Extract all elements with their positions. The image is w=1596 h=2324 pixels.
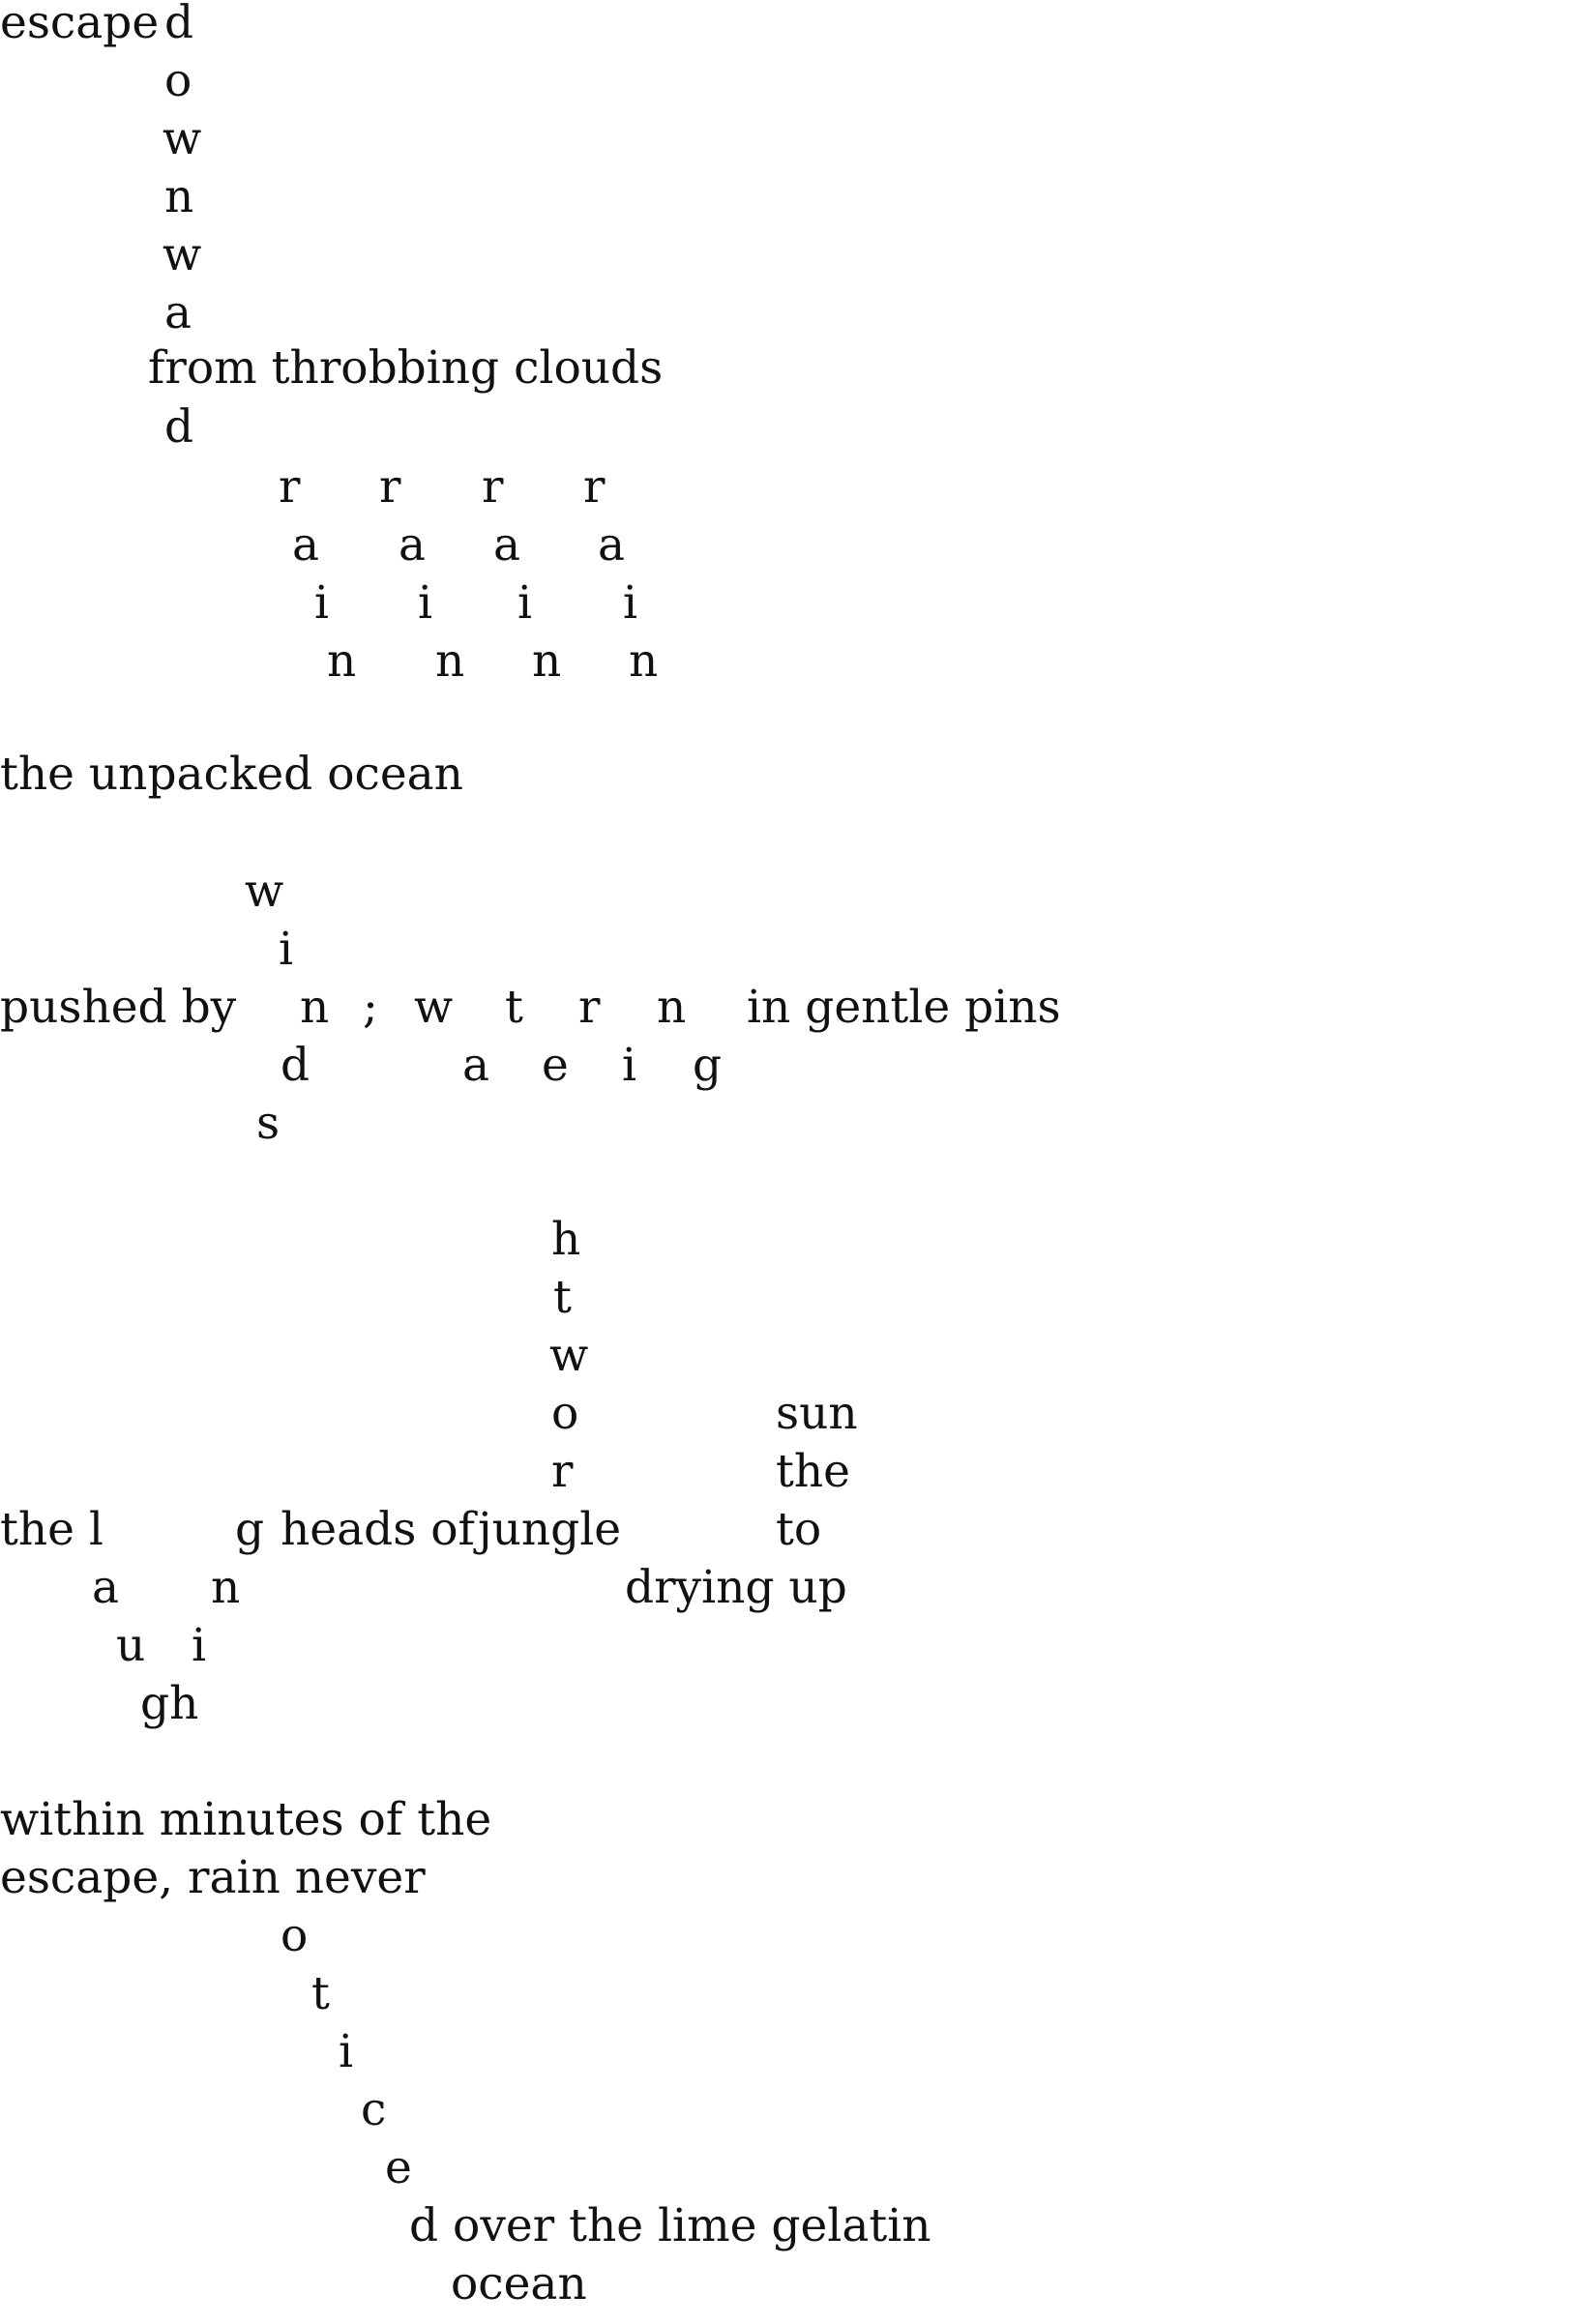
semicolon: ; <box>363 981 378 1034</box>
letter-watering: w <box>414 981 454 1034</box>
word-ocean: ocean <box>451 2257 587 2310</box>
letter-rain: n <box>435 634 465 688</box>
letter-rain: r <box>279 460 301 514</box>
letter-laughing: i <box>192 1619 207 1672</box>
letter-laughing: a <box>92 1561 120 1614</box>
letter-throw: w <box>549 1329 589 1382</box>
letter-winds: n <box>300 981 330 1034</box>
letter-rain: n <box>327 634 357 688</box>
letter-g: g <box>235 1503 265 1556</box>
letter-watering: n <box>657 981 687 1034</box>
letter-watering: i <box>622 1039 637 1092</box>
letter-downward: w <box>163 228 202 281</box>
word-heads-of: heads of <box>281 1503 475 1556</box>
letter-rain: i <box>517 576 533 630</box>
letter-winds: s <box>256 1097 281 1150</box>
letter-throw: h <box>551 1213 581 1266</box>
letter-laughing: u <box>116 1619 146 1672</box>
letter-rain: r <box>482 460 504 514</box>
letter-rain: a <box>399 518 427 572</box>
line-pushed-by: pushed by <box>0 981 237 1034</box>
letter-downward: a <box>164 286 192 339</box>
letter-laughing: n <box>211 1561 241 1614</box>
letter-watering: a <box>462 1039 490 1092</box>
letter-watering: g <box>693 1039 723 1092</box>
letter-rain: a <box>598 518 626 572</box>
letter-downward: o <box>164 54 192 107</box>
letter-downward: w <box>163 112 202 165</box>
letter-noticed: c <box>361 2083 387 2136</box>
letter-winds: d <box>281 1039 310 1092</box>
line-escape-rain-never: escape, rain never <box>0 1851 426 1904</box>
letter-noticed: o <box>281 1909 309 1962</box>
letter-noticed: e <box>385 2141 412 2194</box>
letter-throw: t <box>553 1271 572 1324</box>
letter-rain: i <box>314 576 330 630</box>
line-from-clouds: from throbbing clouds <box>148 341 664 395</box>
letter-watering: t <box>505 981 523 1034</box>
letter-watering: r <box>578 981 601 1034</box>
letter-winds: i <box>279 923 294 976</box>
letter-downward: d <box>164 0 194 49</box>
line-unpacked-ocean: the unpacked ocean <box>0 748 463 801</box>
word-escape: escape <box>0 0 160 49</box>
letter-throw: r <box>551 1445 574 1498</box>
line-within-minutes: within minutes of the <box>0 1793 492 1846</box>
word-sun: sun <box>776 1387 858 1440</box>
letter-winds: w <box>245 865 284 918</box>
word-jungle: jungle <box>478 1503 622 1556</box>
letter-rain: n <box>629 634 659 688</box>
letter-noticed: i <box>339 2025 354 2078</box>
word-the: the <box>776 1445 850 1498</box>
line-the-l: the l <box>0 1503 103 1556</box>
letter-watering: e <box>542 1039 569 1092</box>
letter-downward: n <box>164 170 194 223</box>
letter-rain: r <box>583 460 606 514</box>
letter-throw: o <box>551 1387 579 1440</box>
letter-rain: n <box>532 634 562 688</box>
word-drying-up: drying up <box>625 1561 847 1614</box>
letter-rain: r <box>379 460 401 514</box>
letter-rain: i <box>418 576 433 630</box>
line-over-lime-gelatin: d over the lime gelatin <box>409 2199 931 2252</box>
word-to: to <box>776 1503 822 1556</box>
letter-rain: i <box>623 576 638 630</box>
letter-downward: d <box>164 400 194 454</box>
letter-noticed: t <box>311 1967 330 2020</box>
letter-rain: a <box>493 518 521 572</box>
line-in-gentle-pins: in gentle pins <box>747 981 1061 1034</box>
letter-rain: a <box>292 518 320 572</box>
letter-laughing: gh <box>140 1677 199 1730</box>
